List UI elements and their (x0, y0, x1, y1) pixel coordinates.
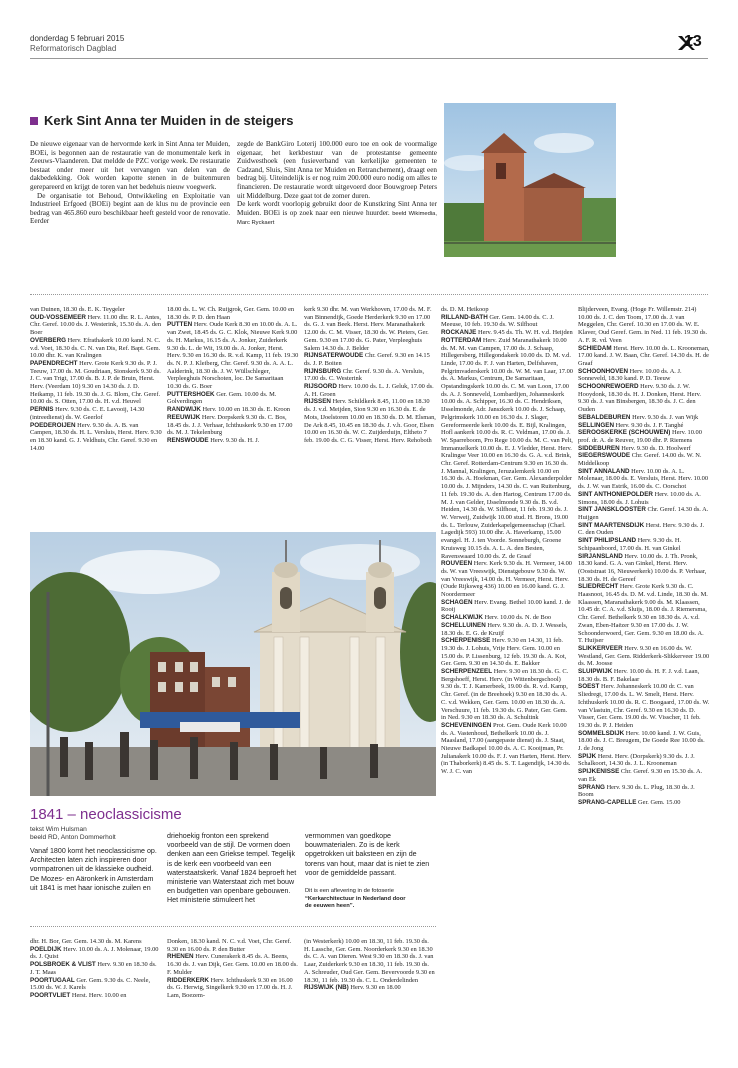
article-title (30, 113, 293, 128)
feature-credits (30, 826, 116, 843)
listing-entry: ROUVEEN Herv. Kerk 9.30 ds. H. Vermeer, 14.00 ds. W. van Vreeswijk, Dienstgebouw 9.30 ds. W. van Vreeswijk, 14.00 ds. H. Vermeer, Herst. Herv. (Oude Rijksweg 436) 10.00 en 16.00 kand. G. J. Noordermeer (441, 560, 572, 599)
listing-entry: POELDIJK Herv. 10.00 ds. A. J. Molenaar, 19.00 ds. J. Quist (30, 945, 159, 961)
listing-entry: SCHELLUINEN Herv. 9.30 ds. A. D. J. Wessels, 18.30 ds. E. G. de Kruijf (441, 621, 568, 637)
listing-entry: RILLAND-BATH Ger. Gem. 14.00 ds. C. J. Meeuse, 10 feb. 19.30 ds. W. Silfhout (441, 313, 554, 329)
listing-entry: SPIJK Herst. Herv. (Dorpskerk) 9.30 ds. J. J. Schalkoort, 14.30 ds. J. L. Krooneman (578, 752, 695, 768)
listing-entry: PAPENDRECHT Herv. Grote Kerk 9.30 ds. P. J. Teeuw, 17.00 ds. M. Goudriaan, Sionskerk 9.30 ds. J. C. van Trigt, 17.00 ds. B. J. P. de Bruin, Herst. Herv. (Veerdam 10) 9.30 en 14.30 ds. J. D. Heikamp, 11 feb. 19.30 ds. J. G. Blom, Chr. Geref. 10.00 ds. S. Otten, 17.00 ds. H. v.d. Heuvel (30, 359, 161, 406)
listing-entry: RIJSWIJK (NB) Herv. 9.30 en 18.00 (304, 984, 401, 992)
listing-entry: SIRJANSLAND Herv. 10.00 ds. J. Th. Pronk, 18.30 kand. G. A. van Ginkel, Herst. Herv. (Ooststraat 16, Nieuwerkerk) 10.00 ds. P. Verhaar, 18.30 ds. H. de Gereef (578, 552, 707, 583)
listing-entry: SINT PHILIPSLAND Herv. 9.30 ds. H. Schipaanboord, 17.00 ds. H. van Ginkel (578, 537, 682, 552)
listing-entry: SEBALDEBUREN Herv. 9.30 ds. J. van Wijk (578, 413, 699, 421)
listing-entry: SCHEVENINGEN Prot. Gem. Oude Kerk 10.00 ds. A. Vastenhoud, Bethelkerk 10.00 ds. J. Maasland, 17.00 (aangepaste dienst) ds. J. Staat, Nieuwe Badkapel 10.00 ds. A. C. Kooijman, Pr. Julianakerk 10.00 ds. F. J. van Harten, Herst. Herv. (in Thaborkerk) 8.45 ds. S. T. Lagendijk, 14.30 ds. W. J. C. van (441, 721, 572, 776)
article-column-1 (30, 140, 230, 226)
article-paragraph: De organisatie tot Behoud, Ontwikkeling en Exploitatie van Industrieel Erfgoed (BOEi) begint aan de klus nu de provincie een bedrag van 465.860 euro beschikbaar heeft gesteld voor de renovatie. Eerder (30, 191, 230, 226)
listing-entry: SLIEDRECHT Herv. Grote Kerk 9.30 ds. C. Haasnoot, 16.45 ds. D. M. v.d. Linde, 18.30 ds. M. Klaassen, Maranathakerk 9.00 ds. M. Klaassen, 10.45 dr. C. A. v.d. Sluijs, 18.00 ds. J. Riemersma, Chr. Geref. Bethelkerk 9.30 en 18.30 ds. A. v.d. Zwan, Eben-Haëzer 9.30 en 17.00 ds. J. W. Schoonderwoerd, Ger. Gem. 9.30 en 18.00 ds. A. T. Huijser (578, 583, 708, 645)
listing-entry: PERNIS Herv. 9.30 ds. C. E. Lavooij, 14.30 (intreedienst) ds. W. Geerlof (30, 406, 145, 421)
listing-entry: RIJNSBURG Chr. Geref. 9.30 ds. A. Versluis, 17.00 ds. C. Westerink (304, 367, 425, 383)
listing-entry: RIDDERKERK Herv. Ichthuskerk 9.30 en 16.00 ds. G. Herwig, Singelkerk 9.30 en 17.00 ds. H. J. Lam, Boezem- (167, 976, 293, 999)
article-title-text: Kerk Sint Anna ter Muiden in de steigers (44, 113, 294, 128)
listing-entry: RIJNSATERWOUDE Chr. Geref. 9.30 en 14.15 ds. J. P. Boiten (304, 352, 430, 367)
listing-entry: dhr. H. Bor, Ger. Gem. 14.30 ds. M. Karens (30, 938, 142, 945)
page-number: 13 (684, 33, 702, 50)
accent-square (30, 117, 38, 125)
listing-entry: SOEST Herv. Johanneskerk 10.00 dr. C. van Sliedregt, 17.00 ds. L. W. Smelt, Herst. Herv. Ichthuskerk 10.00 ds. R. C. Boogaard, 17.00 ds. W. van Vlastuin, Chr. Geref. 9.30 en 16.30 ds. D. Visser, Ger. Gem. 19.00 ds. W. Visscher, 11 feb. 19.30 ds. P. J. Heiden (578, 683, 710, 729)
listing-entry: OUD-VOSSEMEER Herv. 11.00 dhr. R. L. Antes, Chr. Geref. 10.00 ds. J. Westerink, 15.30 ds. A. den Boer (30, 313, 162, 337)
listing-entry: POORTVLIET Herst. Herv. 10.00 en (30, 991, 127, 999)
feature-column-1: Vanaf 1800 komt het neoclassicisme op. Architecten laten zich inspireren door vormpatronen uit de klassieke oudheid. De Mozes- en Aäronkerk in Amsterdam uit 1841 is met haar ionische zuilen en (30, 847, 157, 892)
listing-entry: SLIKKERVEER Herv. 9.30 en 16.00 ds. W. Westland, Ger. Gem. Ridderkerk-Slikkerveer 19.00 ds. M. Joosse (578, 644, 710, 668)
listing-entry: kerk 9.30 dhr. M. van Werkhoven, 17.00 ds. M. F. van Binnendijk, Goede Herderkerk 9.30 en 17.00 ds. G. J. van Beek. Herst. Herv. Maranathakerk 12.00 ds. C. M. Visser, 18.30 ds. W. Pieters, Ger. Gem. 9.30 en 17.00 ds. G. Pater, Verpleeghuis Salem 14.30 ds. J. Belder (304, 306, 432, 352)
church-photo-mozes-aaronkerk (30, 532, 436, 796)
header-rule (30, 58, 708, 59)
listing-entry: RIJSSEN Herv. Schildkerk 8.45, 11.00 en 18.30 ds. J. v.d. Meijden, Sion 9.30 en 16.30 ds. E. de Mots, IJoelstoren 10.00 en 18.30 ds. D. M. Elsman, De Ark 8.45, 10.45 en 18.30 ds. J. v.h. Goor, Elsen 10.00 en 16.30 ds. W. C. Zuijderduijn, Eltheto 7 feb. 19.00 ds. C. G. Visser, Herst. Herv. Rehoboth (304, 398, 436, 444)
listing-entry: RHENEN Herv. Cunerakerk 8.45 ds. A. Beens, 16.30 ds. J. van Dijk, Ger. Gem. 10.00 en 18.00 ds. F. Mulder (167, 953, 298, 976)
listing-entry: RANDWIJK Herv. 10.00 en 18.30 ds. E. Kroon (167, 406, 290, 414)
listing-entry: RIJSOORD Herv. 10.00 ds. L. J. Geluk, 17.00 ds. A. H. Groen (304, 383, 434, 398)
listing-column-1 (30, 306, 162, 524)
listing-entry: SCHAGEN Herv. Evang. Bethel 10.00 kand. J. de Rooij (441, 598, 571, 614)
listing-entry: ds. D. M. Heikoop (441, 306, 489, 313)
listing-entry: PUTTERSHOEK Ger. Gem. 10.00 ds. M. Golverdingen (167, 390, 277, 406)
listing-entry: POORTUGAAL Ger. Gem. 9.30 ds. C. Neele, 15.00 ds. W. J. Karels (30, 976, 151, 992)
listing-entry: POEDEROIJEN Herv. 9.30 ds. A. B. van Campen, 18.30 ds. H. L. Versluis, Herst. Herv. 9.30 en 18.30 kand. G. J. Veldhuis, Chr. Geref. 9.30 en 14.00 (30, 421, 162, 452)
listing-column-2 (167, 306, 299, 524)
listing-entry: SELLINGEN Herv. 9.30 ds. J. F. Tanghé (578, 421, 684, 429)
newspaper-name: Reformatorisch Dagblad (30, 44, 117, 53)
feature-column-2: driehoekig fronton een sprekend voorbeeld van de stijl. De vormen doen denken aan een Griekse tempel. Tegelijk is de kerk een voorbeeld van een waterstaatskerk. Vanaf 1824 beproeft het ministerie van Waterstaat zich met bouw en budgetten van openbare gebouwen. Het ministerie stimuleert het (167, 832, 297, 905)
listing-entry: SCHERPENISSE Herv. 9.30 en 14.30, 11 feb. 19.30 ds. J. Lohuis, Vrije Herv. Gem. 10.00 en 15.00 ds. P. Lissenburg, 12 feb. 19.30 ds. A. Kot, Ger. Gem. 9.30 en 14.30 ds. E. Bakker (441, 637, 567, 668)
series-note-title: “Kerkarchitectuur in Nederland door de eeuwen heen”. (305, 895, 406, 910)
listing-entry: PUTTEN Herv. Oude Kerk 8.30 en 10.00 ds. A. L. van Zwet, 18.45 ds. G. C. Klok, Nieuwe Kerk 9.00 ds. H. Markus, 16.15 ds. A. Jonker, Zuiderkerk 9.30 ds. L. de Wit, 19.00 ds. A. Jonker, Herst. Herv. 9.30 en 16.30 ds. R. v.d. Kamp, 11 feb. 19.30 ds. N. P. J. Kleiberg, Chr. Geref. 9.30 ds. A. A. L. Aalderink, 18.30 ds. J. W. Wüllschleger, Verpleeghuis Norschoten, loc. De Samaritaan 10.30 ds. G. Boer (167, 321, 299, 391)
text-credit: tekst Wim Hulsman (30, 826, 87, 833)
article-paragraph: De nieuwe eigenaar van de hervormde kerk in Sint Anna ter Muiden, BOEi, is begonnen aan de restauratie van de monumentale kerk in Zeeuws-Vlaanderen. Dat meldde de PZC vorige week. De restauratie bestaat onder meer uit het vervangen van delen van de dakbedekking. Ook worden kapotte stenen in de buitenmuren gerepareerd en krijgt de toren van het bedehuis nieuw voegwerk. (30, 140, 230, 191)
photo-credit: beeld RD, Anton Dommerholt (30, 834, 116, 842)
listing-column-bottom-2 (167, 938, 299, 1018)
listing-entry: SINT MAARTENSDIJK Herst. Herv. 9.30 ds. J. C. den Ouden (578, 521, 705, 537)
listing-entry: ROTTERDAM Herv. Zuid Maranathakerk 10.00 ds. M. M. van Campen, 17.00 ds. J. Schaap, Hillegersberg, Hillegondakerk 10.00 ds. D. M. v.d. Linde, 17.00 ds. F. J. van Harten, Delfshaven, Pelgrimvaderskerk 10.00 ds. W. M. van Laar, 17.00 ds. A. Markus, Centrum, De Samaritaan, Opstandingskerk 10.00 ds. C. M. van Loon, 17.00 ds. A. J. Sonneveld, Lombardijen, Johanneskerk 10.00 ds. A. Schipper, 16.30 ds. C. Hendriksen, IJsselmonde, Adr. Janszkerk 10.00 ds. J. Schaap, Pelgrimskerk 10.00 en 16.30 ds. J. Slager, Gereformeerde kerk 10.00 ds. E. Bijl, Kralingen, Hofl aankerk 10.00 ds. R. C. Veldman, 17.00 ds. J. W. Sparreboom, Pro Rege 10.00 ds. M. C. van Pelt, Immanuelkerk 10.00 ds. E. J. Vledder, Herst. Herv. Kralingse Veer 10.00 en 16.30 ds. G. A. v.d. Brink, Chr. Geref. Rotterdam-Centrum 9.30 en 16.30 ds. J. Mannal, Kralingen, Jeruzalemkerk 10.00 en 16.30 ds. A. Hoekman, Ger. Gem. Alexanderpolder 10.00 ds. J. Mijnders, 14.30 ds. C. van Ruitenburg, 11 feb. 19.30 ds. A. den Hartog, Centrum 17.00 ds. M. J. van Gelder, IJsselmonde 9.30 ds. B. v.d. Heiden, 14.30 ds. W. Silfhout, 11 feb. 19.30 ds. J. W. Verweij, Zuidwijk 10.00 stud. H. Brons, 19.00 ds. L. Terlouw, Zuiderkapelgemeenschap (Charl. Lagedijk 593) 10.00 dhr. A. Haverkamp, 15.00 evangel. H. J. ten Voorde. Sonneburgh, Groene Kruisweg 10.15 ds. A. L. A. den Besten, Ravenswaard 10.00 ds. Z. de Graaf (441, 336, 573, 560)
issue-date: donderdag 5 februari 2015 (30, 34, 125, 43)
listing-entry: (in Westerkerk) 10.00 en 18.30, 11 feb. 19.30 ds. H. Lassche, Ger. Gem. Noorderkerk 9.30 en 18.30 ds. C. A. van Dieren. West 9.30 en 18.30 ds. J. van Laar, Zuiderkerk 9.30 en 18.30, 11 feb. 19.30 ds. A. Schreuder, Oud Ger. Gem. Bevervoorde 9.30 en 18.30, 11 feb. 19.30 ds. C. L. Onderdelinden (304, 938, 435, 984)
article-column-2 (237, 140, 437, 228)
listing-entry: POLSBROEK & VLIST Herv. 9.30 en 18.30 ds. J. T. Maas (30, 961, 157, 976)
listing-entry: SIEGERSWOUDE Chr. Geref. 14.00 ds. W. N. Middelkoop (578, 452, 702, 468)
listing-entry: SPIJKENISSE Chr. Geref. 9.30 en 15.30 ds. A. van Ek (578, 768, 703, 783)
article-paragraph: De kerk wordt voorlopig gebruikt door de Kunstkring Sint Anna ter Muiden. BOEi is op zoek naar een nieuwe huurder. (237, 200, 437, 217)
listing-entry: SLUIPWIJK Herv. 10.00 ds. H. F. J. v.d. Laan, 18.30 ds. B. F. Bakelaar (578, 668, 700, 683)
listing-column-bottom-3 (304, 938, 436, 1018)
article-paragraph: zegde de BankGiro Loterij 100.000 euro toe en ook de voormalige eigenaar, het kerkbestuur van de protestantse gemeente Zuidwesthoek (een fusieverband van kerkelijke gemeenten te Cadzand, Sluis, Sint Anna ter Muiden en Retranchement), draagt een bedrag bij. Uiteindelijk is er nog ruim 200.000 euro nodig om alles te financieren. De restauratie wordt uitgevoerd door Bouwgroep Peters uit Middelburg. Deze gaat tot de zomer duren. (237, 140, 437, 200)
listing-entry: SIDDEBUREN Herv. 9.30 ds. D. Hoolwerf (578, 444, 691, 452)
listing-entry: SCHIEDAM Herst. Herv. 10.00 ds. L. Krooneman, 17.00 kand. J. W. Baan, Chr. Geref. 14.30 ds. H. de Graaf (578, 344, 710, 367)
feature-column-3: vermommen van goedkope bouwmaterialen. Zo is de kerk opgetrokken uit baksteen en zijn de torens van hout, maar dat is niet te zien voor de gemiddelde passant. (305, 832, 430, 877)
listing-entry: RENSWOUDE Herv. 9.30 ds. H. J. (167, 436, 260, 444)
section-divider (30, 926, 436, 927)
listing-entry: OVERBERG Herv. Efrathakerk 10.00 kand. N. C. v.d. Voet, 18.30 ds. C. N. van Dis, Ref. Bapt. Gem. 10.00 dhr. K. van Kralingen (30, 336, 161, 360)
listing-column-4 (441, 306, 573, 1016)
listing-entry: SINT ANTHONIEPOLDER Herv. 10.00 ds. A. Simons, 18.00 ds. J. Lohuis (578, 490, 701, 506)
listing-column-bottom-1 (30, 938, 162, 1018)
listing-entry: SCHALKWIJK Herv. 10.00 ds. N. de Boo (441, 614, 552, 622)
photo-credit: beeld Wikimedia, Marc Ryckaert (237, 210, 438, 227)
series-note-intro: Dit is een aflevering in de fotoserie (305, 888, 394, 894)
church-photo-sint-anna (444, 103, 616, 257)
section-divider (30, 294, 708, 295)
listing-entry: SINT ANNALAND Herv. 10.00 ds. A. L. Molenaar, 18.00 ds. E. Versluis, Herst. Herv. 10.00 ds. J. W. van Estrik, 16.00 ds. C. Oorschot (578, 467, 709, 491)
listing-entry: SCHOONHOVEN Herv. 10.00 ds. A. J. Sonneveld, 18.30 kand. P. D. Teeuw (578, 367, 682, 383)
listing-entry: SPRANG-CAPELLE Ger. Gem. 15.00 (578, 799, 681, 806)
listing-entry: SOMMELSDIJK Herv. 10.00 kand. J. W. Guis, 18.00 ds. J. C. Breugem, De Goede Ree 10.00 ds. J. de Jong (578, 729, 705, 753)
listing-entry: van Duinen, 18.30 ds. E. K. Teygeler (30, 306, 125, 313)
listing-column-3 (304, 306, 436, 524)
listing-entry: REEUWIJK Herv. Dorpskerk 9.30 ds. C. Bos, 18.45 ds. J. J. Verhaar, Ichthuskerk 9.30 en 17.00 ds. M. J. Tekelenburg (167, 413, 293, 437)
series-note (305, 888, 413, 911)
listing-entry: ROCKANJE Herv. 9.45 ds. Th. W. H. v.d. Heijden (441, 329, 573, 337)
listing-entry: 18.00 ds. L. W. Ch. Ruijgrok, Ger. Gem. 10.00 en 18.30 ds. P. D. den Haan (167, 306, 295, 321)
listing-column-5 (578, 306, 710, 1016)
listing-entry: SPRANG Herv. 9.30 ds. L. Plug, 18.30 ds. J. Boom (578, 783, 695, 799)
listing-entry: Donken, 18.30 kand. N. C. v.d. Voet, Chr. Geref. 9.30 en 16.00 ds. P. den Butter (167, 938, 292, 953)
listing-entry: SEROOSKERKE (SCHOUWEN) Herv. 10.00 prof. dr. A. de Reuver, 19.00 dhr. P. Riemens (578, 429, 702, 444)
listing-entry: SINT JANSKLOOSTER Chr. Geref. 14.30 ds. A. Huijgen (578, 506, 709, 521)
listing-entry: SCHOONREWOERD Herv. 9.30 ds. J. W. Hooydonk, 18.30 ds. H. J. Donken, Herst. Herv. 9.30 ds. J. van Binsbergen, 18.30 ds. J. C. den Ouden (578, 383, 701, 414)
listing-entry: SCHERPENZEEL Herv. 9.30 en 18.30 ds. G. C. Bergshoeff, Herst. Herv. (in Wittenbergschool) 9.30 ds. T. J. Kamerbeek, 19.00 ds. R. v.d. Kamp, Chr. Geref. (in de Breehoek) 9.30 en 18.30 ds. A. C. v.d. Wekken, Ger. Gem. 10.00 en 18.30 ds. A. Verschuure, 11 feb. 19.30 ds. G. Pater, Ger. Gem. in Ned. 9.30 en 18.30 ds. A. Schultink (441, 668, 569, 722)
listing-entry: Blijderveen, Evang. (Hoge Fr. Willemstr. 214) 10.00 ds. J. C. den Toom, 17.00 ds. J. van Meggelen, Chr. Geref. 10.30 en 17.00 ds. W. E. Klaver, Oud Geref. Gem. in Ned. 11 feb. 19.30 ds. A. F. R. vd. Veen (578, 306, 708, 344)
feature-title: 1841 – neoclassicisme (30, 806, 182, 823)
